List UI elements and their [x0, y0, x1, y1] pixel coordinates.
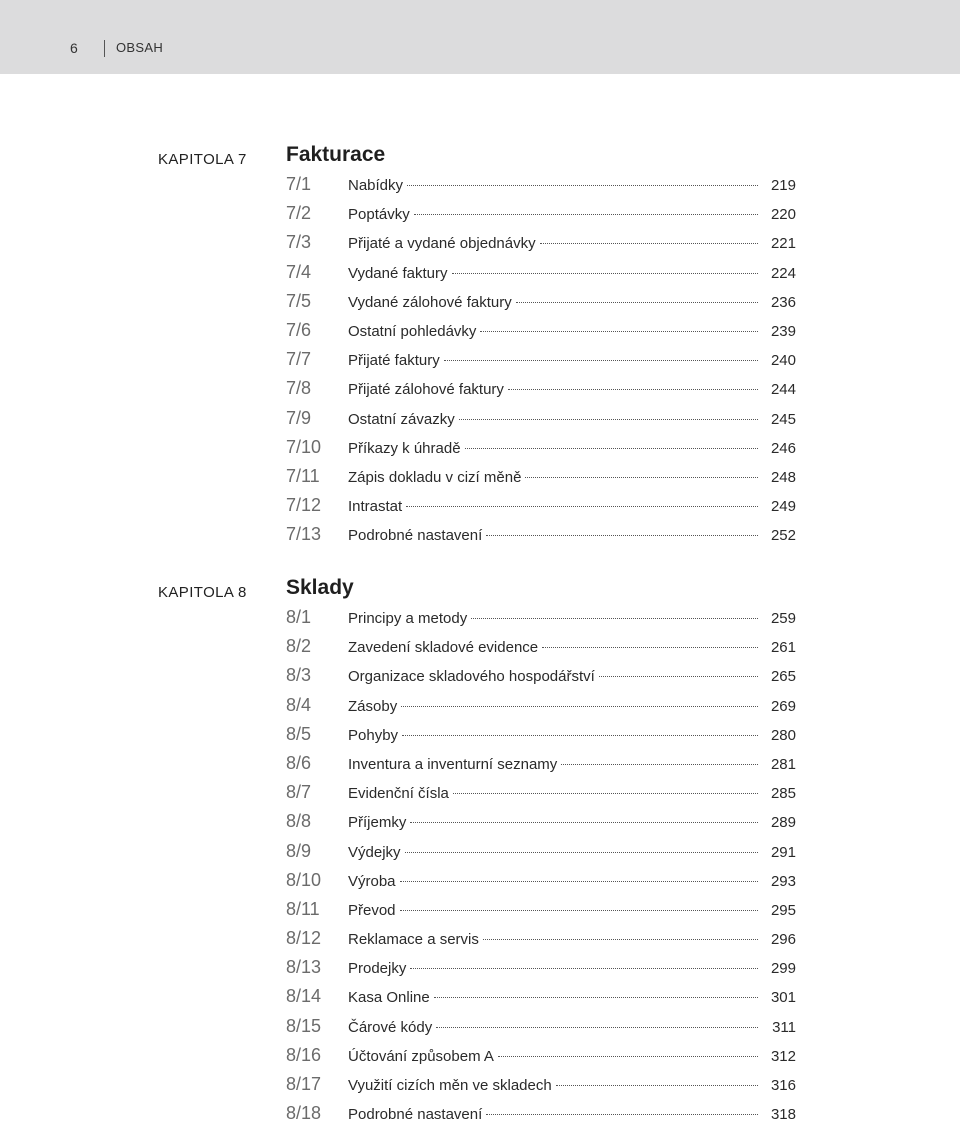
entry-page-number: 281 [770, 755, 796, 773]
entry-title: Vydané zálohové faktury [348, 293, 512, 311]
toc-entry[interactable] [286, 895, 796, 924]
dot-leader [561, 764, 758, 765]
dot-leader [599, 676, 758, 677]
entry-title: Pohyby [348, 726, 399, 744]
dot-leader [516, 302, 758, 303]
entry-number: 8/8 [286, 811, 312, 832]
dot-leader [401, 706, 758, 707]
toc-entry[interactable] [286, 258, 796, 287]
dot-leader [414, 214, 758, 215]
dot-leader [486, 1114, 758, 1115]
toc-entry[interactable] [286, 778, 796, 807]
entry-title: Evidenční čísla [348, 785, 449, 803]
toc-entry[interactable] [286, 374, 796, 403]
toc-entry[interactable] [286, 520, 796, 549]
entry-number: 8/4 [286, 694, 312, 715]
toc-entry[interactable] [286, 1070, 796, 1099]
entry-number: 8/17 [286, 1074, 322, 1094]
entry-title: Podrobné nastavení [348, 527, 483, 545]
entry-page-number: 296 [770, 931, 796, 949]
entry-page-number: 299 [770, 960, 796, 978]
entry-title: Výdejky [348, 843, 401, 861]
chapter-label: KAPITOLA 8 [158, 584, 247, 601]
entry-page-number: 295 [770, 901, 796, 919]
entry-page-number: 220 [770, 206, 796, 224]
entry-page-number: 259 [770, 610, 796, 627]
dot-leader [434, 997, 758, 998]
dot-leader [540, 243, 758, 244]
entry-page-number: 316 [770, 1077, 796, 1094]
entry-page-number: 240 [770, 352, 796, 370]
entry-title: Zásoby [348, 697, 398, 715]
dot-leader [480, 331, 758, 332]
dot-leader [406, 506, 758, 507]
entry-page-number: 280 [770, 726, 796, 744]
entry-title: Vydané faktury [348, 264, 448, 282]
entry-number: 8/16 [286, 1044, 322, 1065]
entry-title: Přijaté faktury [348, 352, 440, 370]
entry-page-number: 252 [770, 527, 796, 545]
entry-page-number: 265 [770, 668, 796, 686]
entry-title: Příkazy k úhradě [348, 439, 461, 457]
toc-entry[interactable] [286, 866, 796, 895]
entry-page-number: 285 [770, 785, 796, 803]
dot-leader [402, 735, 758, 736]
dot-leader [542, 647, 758, 648]
entry-number: 7/8 [286, 378, 312, 399]
dot-leader [483, 939, 758, 940]
entry-title: Účtování způsobem A [348, 1047, 494, 1065]
entry-page-number: 291 [770, 843, 796, 861]
dot-leader [400, 910, 758, 911]
entry-title: Zápis dokladu v cizí měně [348, 468, 522, 486]
entry-number: 8/14 [286, 986, 322, 1007]
entry-title: Reklamace a servis [348, 931, 479, 949]
entry-title: Přijaté a vydané objednávky [348, 235, 536, 253]
entry-page-number: 293 [770, 872, 796, 890]
toc-entry[interactable] [286, 345, 796, 374]
entry-number: 8/10 [286, 869, 322, 890]
toc-entry[interactable] [286, 1012, 796, 1041]
toc-entry[interactable] [286, 720, 796, 749]
entry-number: 8/9 [286, 840, 312, 861]
page-number: 6 [70, 40, 78, 56]
entry-number: 7/9 [286, 407, 312, 428]
dot-leader [400, 881, 758, 882]
toc-entry[interactable] [286, 170, 796, 199]
toc-entry[interactable] [286, 491, 796, 520]
dot-leader [405, 852, 758, 853]
chapter-label: KAPITOLA 7 [158, 151, 247, 168]
dot-leader [410, 822, 758, 823]
toc-entry[interactable] [286, 953, 796, 982]
entry-page-number: 224 [770, 264, 796, 282]
dot-leader [407, 185, 758, 186]
entry-number: 7/7 [286, 349, 312, 370]
entry-number: 7/2 [286, 203, 312, 224]
entry-page-number: 261 [770, 639, 796, 657]
entry-number: 8/12 [286, 928, 322, 949]
toc-entry[interactable] [286, 807, 796, 836]
header-divider [104, 40, 105, 57]
toc-entry[interactable] [286, 632, 796, 661]
entry-page-number: 311 [772, 1018, 796, 1036]
toc-entry[interactable] [286, 691, 796, 720]
entry-title: Podrobné nastavení [348, 1106, 483, 1124]
entry-number: 7/11 [286, 465, 320, 486]
entry-number: 7/5 [286, 290, 312, 311]
dot-leader [486, 535, 758, 536]
entry-title: Příjemky [348, 814, 407, 832]
toc-entry[interactable] [286, 661, 796, 690]
toc-entry[interactable] [286, 1099, 796, 1128]
entry-number: 8/15 [286, 1015, 322, 1036]
entry-number: 8/18 [286, 1103, 322, 1124]
entry-number: 7/4 [286, 261, 312, 282]
entry-page-number: 249 [770, 498, 796, 516]
toc-entry[interactable] [286, 316, 796, 345]
entry-page-number: 301 [770, 989, 796, 1007]
entry-title: Inventura a inventurní seznamy [348, 755, 558, 773]
dot-leader [465, 448, 758, 449]
chapter-title: Sklady [286, 576, 354, 599]
entry-title: Nabídky [348, 177, 404, 194]
entry-number: 8/7 [286, 782, 312, 803]
entry-page-number: 239 [770, 322, 796, 340]
entry-title: Poptávky [348, 206, 410, 224]
toc-entry[interactable] [286, 924, 796, 953]
toc-entry[interactable] [286, 982, 796, 1011]
entry-title: Přijaté zálohové faktury [348, 381, 504, 399]
entry-number: 8/2 [286, 636, 312, 657]
dot-leader [471, 618, 758, 619]
entry-page-number: 245 [770, 410, 796, 428]
toc-entry[interactable] [286, 287, 796, 316]
toc-entry[interactable] [286, 462, 796, 491]
entry-page-number: 312 [770, 1047, 796, 1065]
dot-leader [525, 477, 758, 478]
toc-entry[interactable] [286, 749, 796, 778]
dot-leader [556, 1085, 758, 1086]
entry-page-number: 248 [770, 468, 796, 486]
entry-title: Kasa Online [348, 989, 430, 1007]
toc-entry-list [286, 170, 796, 549]
toc-entry[interactable] [286, 404, 796, 433]
entry-number: 7/10 [286, 436, 322, 457]
entry-page-number: 318 [770, 1106, 796, 1124]
entry-page-number: 219 [770, 177, 796, 194]
entry-page-number: 269 [770, 697, 796, 715]
dot-leader [436, 1027, 758, 1028]
toc-entry[interactable] [286, 1041, 796, 1070]
dot-leader [410, 968, 758, 969]
entry-page-number: 246 [770, 439, 796, 457]
toc-entry[interactable] [286, 433, 796, 462]
toc-entry[interactable] [286, 228, 796, 257]
chapter-title: Fakturace [286, 143, 386, 166]
dot-leader [508, 389, 758, 390]
dot-leader [452, 273, 759, 274]
entry-title: Principy a metody [348, 610, 468, 627]
dot-leader [498, 1056, 758, 1057]
entry-title: Intrastat [348, 498, 403, 516]
toc-entry[interactable] [286, 199, 796, 228]
entry-title: Využití cizích měn ve skladech [348, 1077, 552, 1094]
dot-leader [453, 793, 758, 794]
entry-title: Ostatní závazky [348, 410, 455, 428]
entry-number: 7/12 [286, 495, 322, 516]
toc-entry[interactable] [286, 603, 796, 632]
entry-number: 8/1 [286, 607, 312, 627]
entry-page-number: 236 [770, 293, 796, 311]
entry-number: 7/6 [286, 319, 312, 340]
entry-page-number: 221 [770, 235, 796, 253]
entry-title: Čárové kódy [348, 1018, 433, 1036]
section-name: OBSAH [116, 40, 164, 55]
entry-title: Organizace skladového hospodářství [348, 668, 595, 686]
entry-number: 8/5 [286, 723, 312, 744]
entry-title: Zavedení skladové evidence [348, 639, 539, 657]
entry-number: 8/6 [286, 752, 312, 773]
entry-number: 8/11 [286, 898, 320, 919]
page-header [0, 0, 960, 74]
entry-number: 7/3 [286, 232, 312, 253]
entry-title: Ostatní pohledávky [348, 322, 477, 340]
dot-leader [444, 360, 758, 361]
entry-page-number: 289 [770, 814, 796, 832]
entry-number: 7/1 [286, 174, 312, 194]
entry-number: 8/3 [286, 665, 312, 686]
entry-title: Převod [348, 901, 396, 919]
toc-entry[interactable] [286, 837, 796, 866]
entry-title: Výroba [348, 872, 396, 890]
entry-page-number: 244 [770, 381, 796, 399]
dot-leader [459, 419, 758, 420]
entry-title: Prodejky [348, 960, 407, 978]
toc-entry-list [286, 603, 796, 1128]
entry-number: 7/13 [286, 524, 322, 545]
entry-number: 8/13 [286, 957, 322, 978]
